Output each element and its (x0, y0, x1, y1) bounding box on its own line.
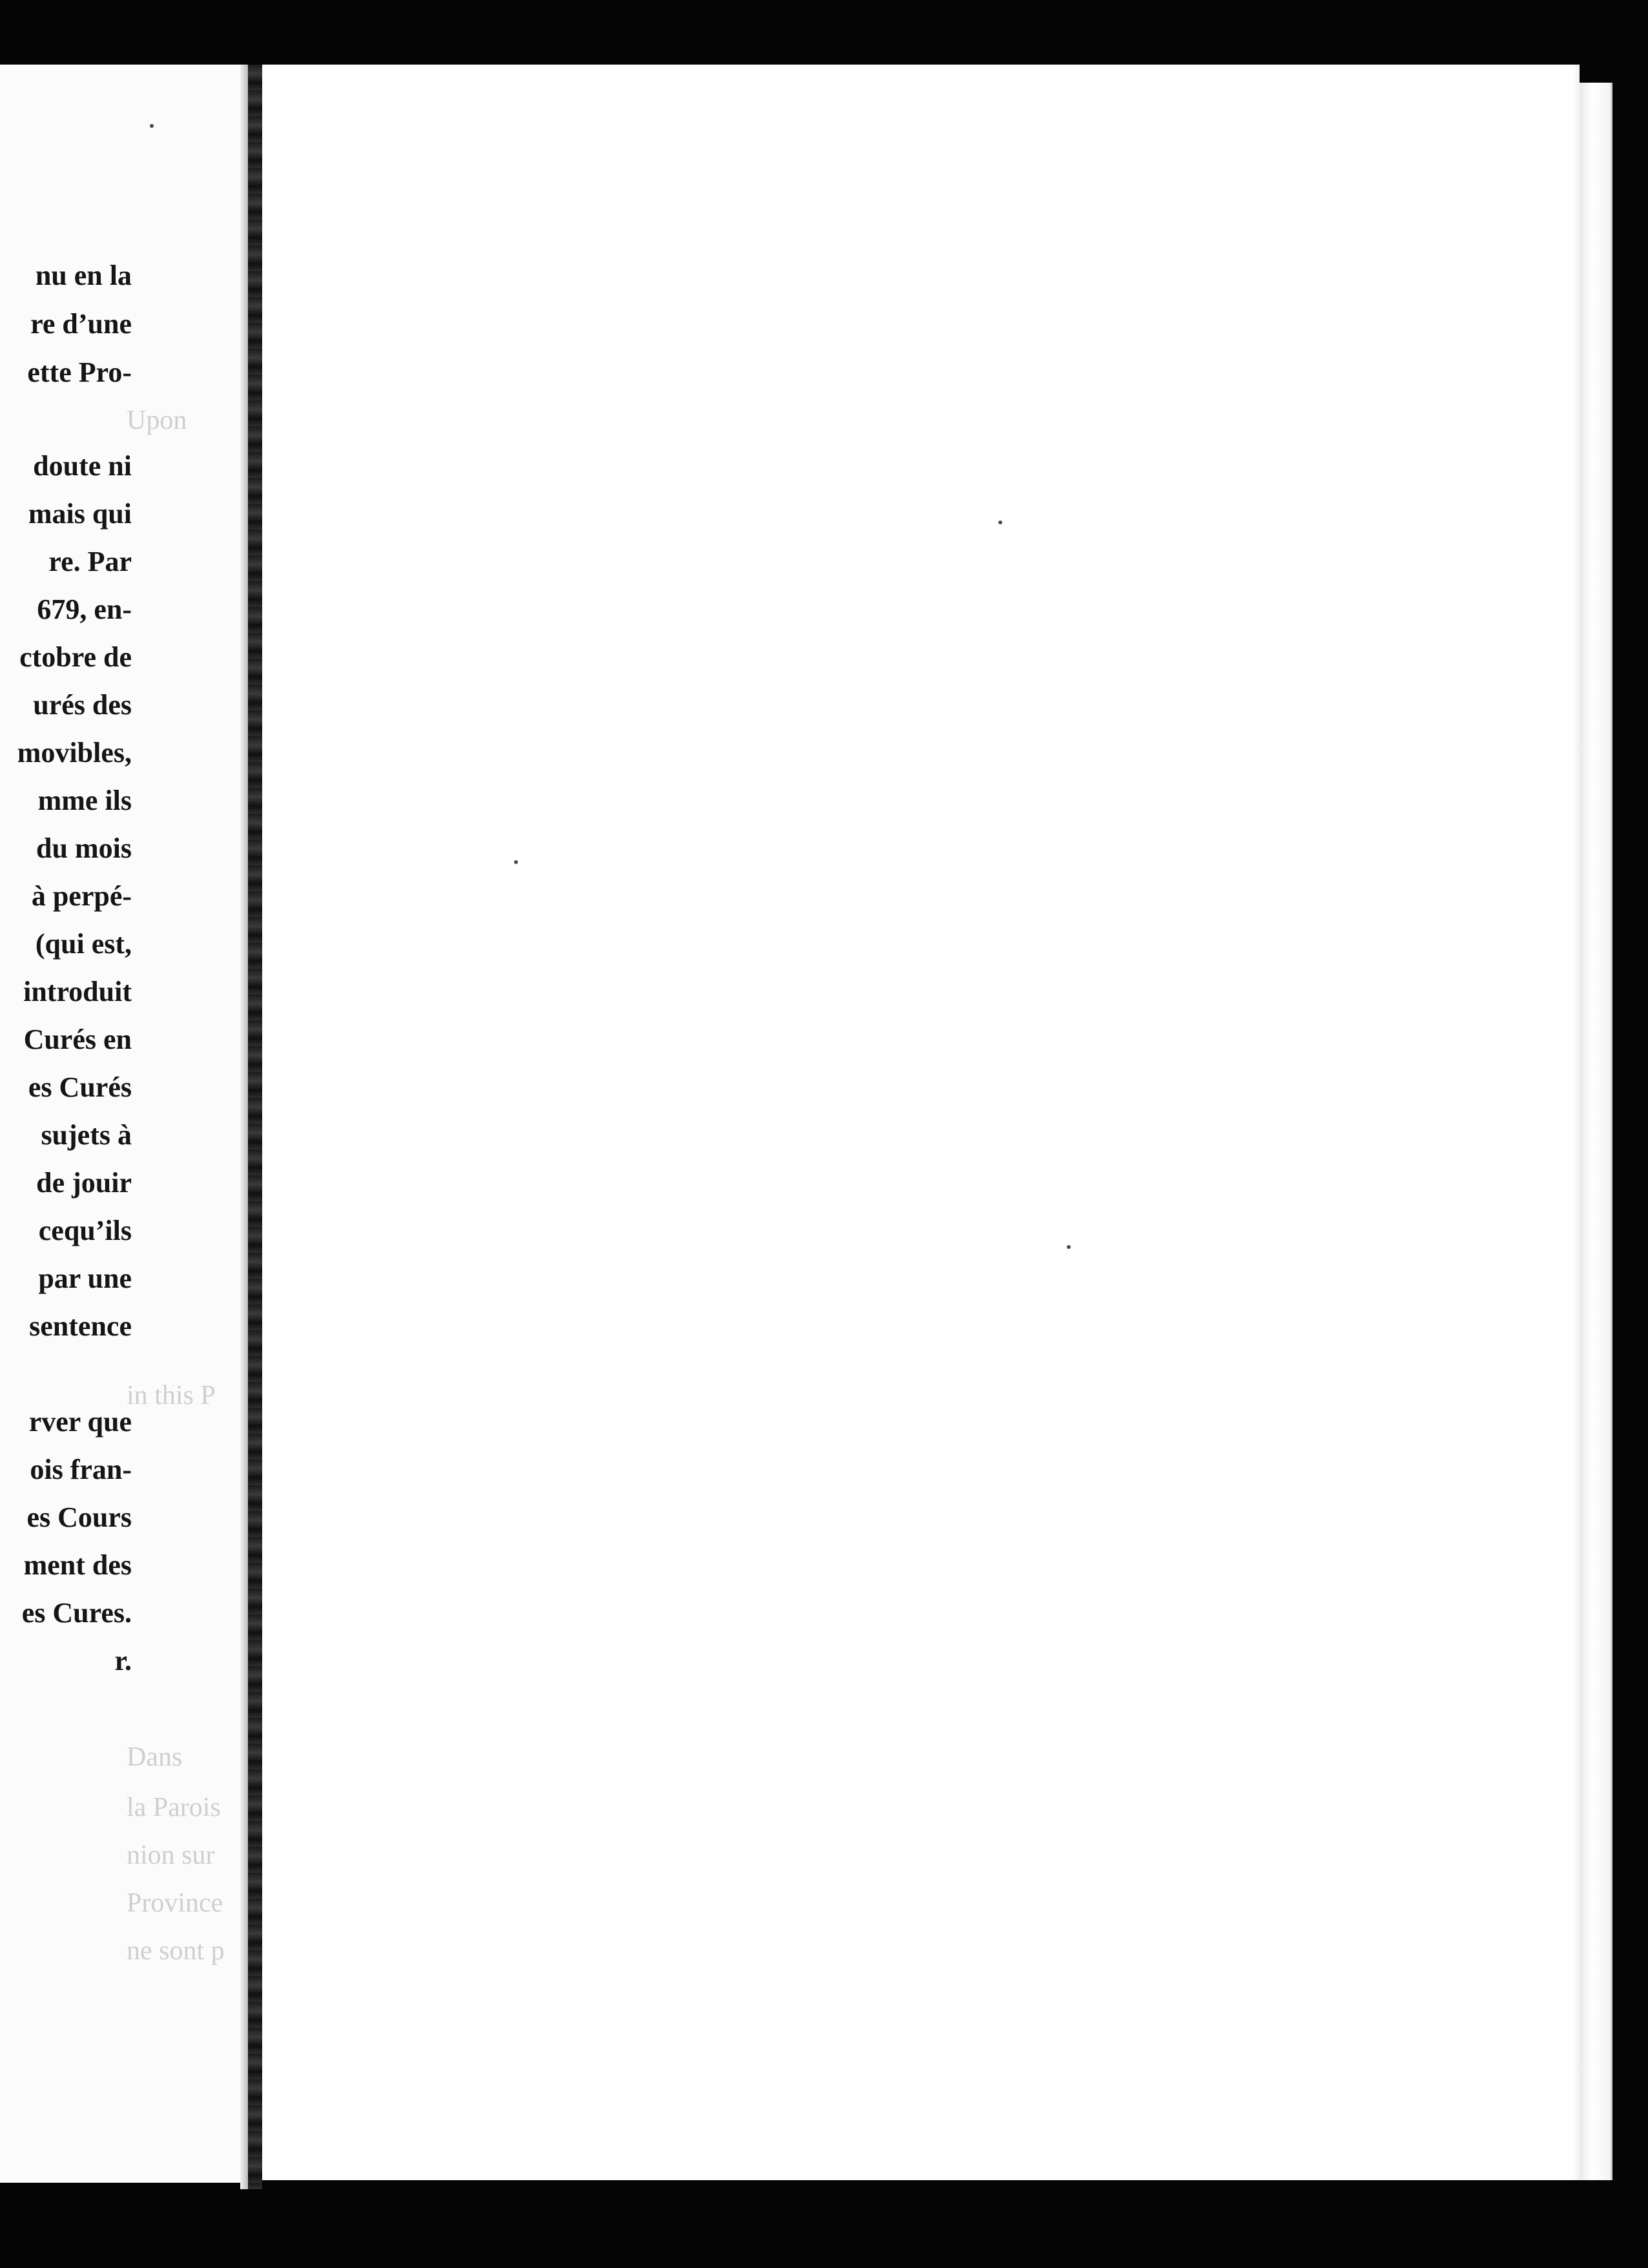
blank-right-page (262, 65, 1580, 2180)
text-line: urés des (33, 689, 132, 721)
text-line: ette Pro- (27, 356, 132, 388)
bleed-through-line: la Parois (127, 1793, 221, 1822)
text-line: r. (114, 1645, 132, 1676)
text-line: par une (38, 1263, 132, 1294)
left-page (0, 65, 248, 2183)
text-line: nu en la (35, 260, 132, 291)
bleed-through-line: ne sont p (127, 1936, 225, 1966)
page-stack-edge (1580, 83, 1612, 2180)
text-line: es Curés (28, 1071, 132, 1103)
bleed-through-line: nion sur (127, 1840, 215, 1870)
text-line: mme ils (37, 785, 132, 816)
text-line: à perpé- (31, 880, 132, 912)
text-line: introduit (23, 976, 132, 1007)
bleed-through-line: in this P (127, 1381, 216, 1410)
dust-speck (998, 521, 1002, 524)
text-line: re. Par (48, 546, 132, 577)
text-line: mais qui (28, 498, 132, 530)
text-line: re d’une (30, 308, 132, 340)
book-binding (248, 65, 262, 2189)
bleed-through-line: Upon (127, 406, 187, 435)
text-line: ctobre de (19, 641, 132, 673)
bleed-through-line: Province (127, 1888, 223, 1918)
dust-speck (1067, 1245, 1071, 1249)
dust-speck (514, 860, 518, 864)
text-line: es Cours (26, 1501, 132, 1533)
text-line: rver que (28, 1406, 132, 1438)
text-line: du mois (36, 832, 132, 864)
text-line: ment des (23, 1549, 132, 1581)
text-line: movibles, (17, 737, 132, 768)
left-page-edge (240, 65, 248, 2189)
text-line: sentence (29, 1310, 132, 1342)
text-line: sujets à (41, 1119, 132, 1151)
text-line: 679, en- (37, 593, 132, 625)
dust-speck (150, 124, 154, 128)
text-line: de jouir (36, 1167, 132, 1199)
text-line: cequ’ils (38, 1215, 132, 1246)
text-line: es Cures. (21, 1597, 132, 1629)
text-line: doute ni (33, 450, 132, 482)
bleed-through-line: Dans (127, 1742, 183, 1772)
text-line: Curés en (23, 1024, 132, 1055)
text-line: ois fran- (30, 1454, 132, 1485)
text-line: (qui est, (35, 928, 132, 960)
